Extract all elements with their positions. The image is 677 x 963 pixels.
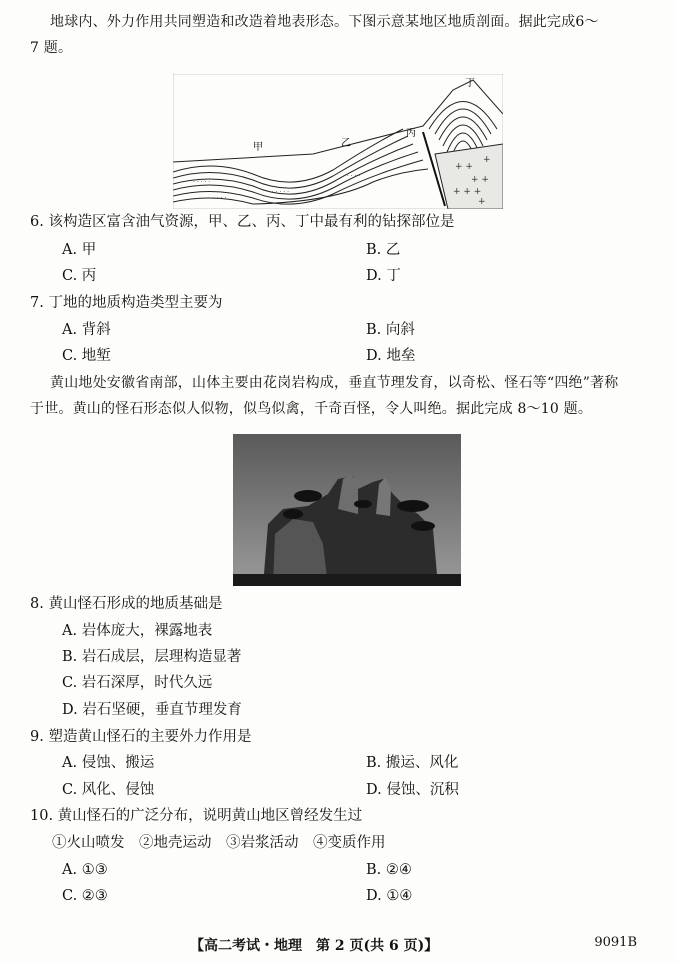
label-yi: 乙 xyxy=(341,138,351,149)
q8-option-a: A. 岩体庞大，裸露地表 xyxy=(62,623,213,639)
svg-text:+ +: + + xyxy=(471,175,489,185)
q9-option-c: C. 风化、侵蚀 xyxy=(62,782,155,798)
q7-option-b: B. 向斜 xyxy=(366,322,415,338)
q8-option-c: C. 岩石深厚，时代久远 xyxy=(62,675,213,691)
q6-option-b: B. 乙 xyxy=(366,242,401,258)
svg-text:+ + +: + + + xyxy=(453,187,482,197)
igneous-body xyxy=(435,144,503,209)
svg-text:+ +: + + xyxy=(455,162,473,172)
label-bing: 丙 xyxy=(406,128,416,139)
q6-option-a: A. 甲 xyxy=(62,242,97,258)
svg-text:· · · · · ·: · · · · · · xyxy=(268,189,289,196)
svg-text:+: + xyxy=(478,197,486,207)
q6-option-c: C. 丙 xyxy=(62,268,97,284)
label-jia: 甲 xyxy=(253,142,263,153)
q7-option-a: A. 背斜 xyxy=(62,322,111,338)
question-9-stem: 9. 塑造黄山怪石的主要外力作用是 xyxy=(30,729,252,745)
page-footer: 【高二考试・地理 第 2 页(共 6 页)】 xyxy=(190,938,439,954)
q9-option-d: D. 侵蚀、沉积 xyxy=(366,782,459,798)
exam-code: 9091B xyxy=(594,935,637,950)
q7-option-c: C. 地堑 xyxy=(62,348,111,364)
q10-option-b: B. ②④ xyxy=(366,862,412,878)
geologic-cross-section-figure xyxy=(173,74,503,209)
q8-option-d: D. 岩石坚硬，垂直节理发育 xyxy=(62,702,242,718)
intro2-text-line2: 于世。黄山的怪石形态似人似物，似鸟似禽，千奇百怪，令人叫绝。据此完成 8～10 题。 xyxy=(30,401,593,417)
q10-option-c: C. ②③ xyxy=(62,888,108,904)
q8-option-b: B. 岩石成层，层理构造显著 xyxy=(62,649,242,665)
svg-text:+: + xyxy=(483,155,491,165)
q9-option-a: A. 侵蚀、搬运 xyxy=(62,755,155,771)
question-10-stem: 10. 黄山怪石的广泛分布，说明黄山地区曾经发生过 xyxy=(30,808,363,824)
intro2-text-line1: 黄山地处安徽省南部，山体主要由花岗岩构成，垂直节理发育，以奇松、怪石等“四绝”著称 xyxy=(50,375,619,391)
question-8-stem: 8. 黄山怪石形成的地质基础是 xyxy=(30,596,223,612)
q7-option-d: D. 地垒 xyxy=(366,348,416,364)
q10-option-a: A. ①③ xyxy=(62,862,108,878)
intro-text-line1: 地球内、外力作用共同塑造和改造着地表形态。下图示意某地区地质剖面。据此完成6～ xyxy=(50,14,599,30)
q6-option-d: D. 丁 xyxy=(366,268,401,284)
huangshan-rock-photo xyxy=(233,434,461,586)
label-ding: 丁 xyxy=(465,78,475,89)
question-6-stem: 6. 该构造区富含油气资源，甲、乙、丙、丁中最有利的钻探部位是 xyxy=(30,214,455,230)
question-7-stem: 7. 丁地的地质构造类型主要为 xyxy=(30,295,223,311)
q10-choice-list: ①火山喷发 ②地壳运动 ③岩浆活动 ④变质作用 xyxy=(52,835,386,851)
q9-option-b: B. 搬运、风化 xyxy=(366,755,459,771)
intro-text-line2: 7 题。 xyxy=(30,40,73,56)
q10-option-d: D. ①④ xyxy=(366,888,413,904)
svg-text:· · · ·: · · · · xyxy=(213,195,227,202)
svg-text:· · · · ·: · · · · · xyxy=(193,179,211,186)
svg-text:· · · · ·: · · · · · xyxy=(343,173,361,180)
